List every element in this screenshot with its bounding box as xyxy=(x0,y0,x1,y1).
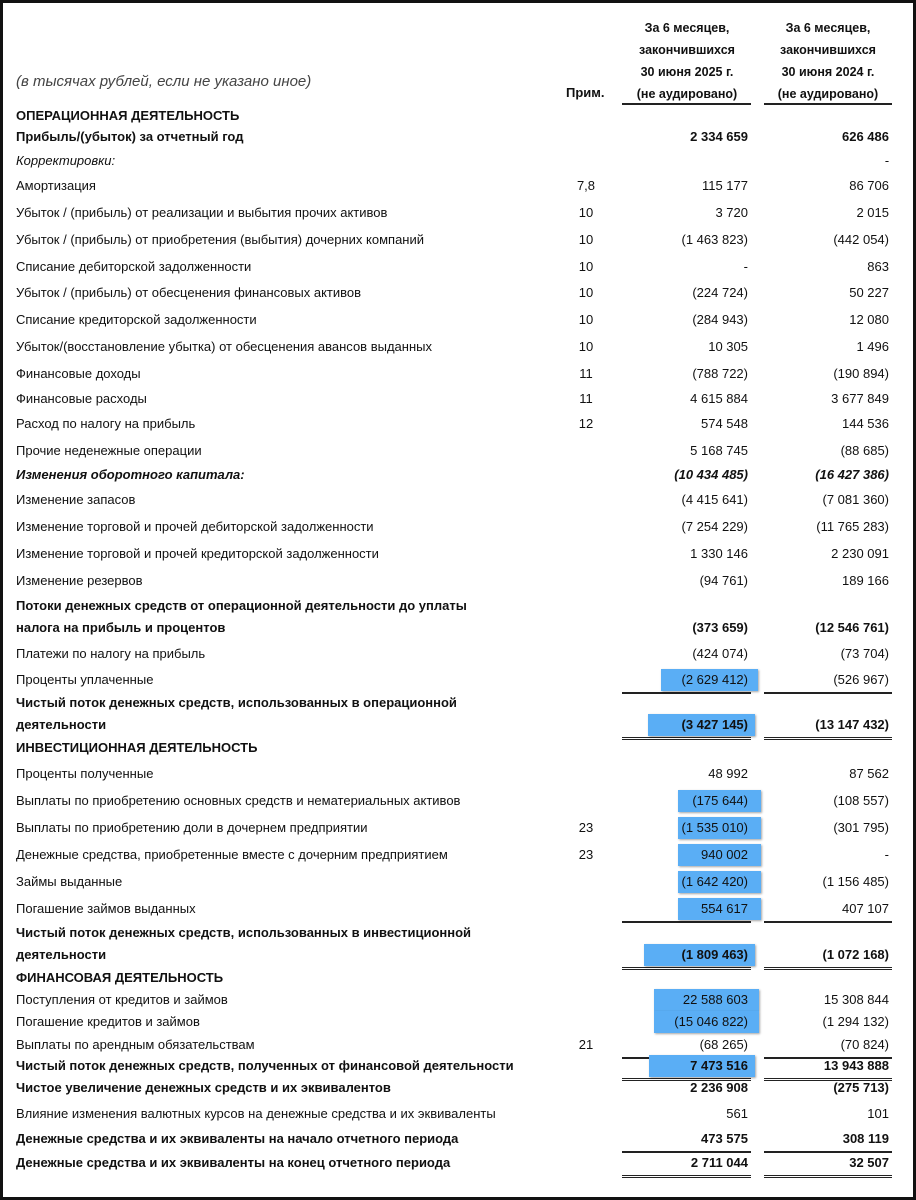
row-label: Денежные средства и их эквиваленты на конец отчетного периода xyxy=(16,1155,451,1170)
value-2025: (224 724) xyxy=(692,285,748,300)
table-row xyxy=(3,871,913,893)
value-2025: 561 xyxy=(726,1106,748,1121)
table-row xyxy=(3,489,913,511)
value-2025: 5 168 745 xyxy=(690,443,748,458)
value-2025: (1 535 010) xyxy=(681,820,748,835)
table-row xyxy=(3,1128,913,1150)
value-2025: (1 809 463) xyxy=(681,947,748,962)
table-row xyxy=(3,844,913,866)
value-2024: 12 080 xyxy=(849,312,889,327)
table-row xyxy=(3,692,913,736)
row-note: 23 xyxy=(578,820,594,835)
value-2024: 144 536 xyxy=(842,416,889,431)
value-2024: 2 015 xyxy=(856,205,889,220)
table-row xyxy=(3,817,913,839)
row-label: Займы выданные xyxy=(16,874,123,889)
table-row xyxy=(3,282,913,304)
table-row xyxy=(3,543,913,565)
value-2025: (4 415 641) xyxy=(681,492,748,507)
value-2025: 574 548 xyxy=(701,416,748,431)
table-row xyxy=(3,790,913,812)
value-2024: (11 765 283) xyxy=(816,519,889,534)
value-2024: 50 227 xyxy=(849,285,889,300)
table-row xyxy=(3,669,913,691)
table-row xyxy=(3,105,913,127)
value-2024: 2 230 091 xyxy=(831,546,889,561)
value-2025: (94 761) xyxy=(699,573,748,588)
row-label: Списание кредиторской задолженности xyxy=(16,312,257,327)
value-2025: (3 427 145) xyxy=(681,717,748,732)
value-2024: 87 562 xyxy=(849,766,889,781)
value-2024: 308 119 xyxy=(842,1131,889,1146)
table-row xyxy=(3,570,913,592)
value-2025: (284 943) xyxy=(692,312,748,327)
row-label: ФИНАНСОВАЯ ДЕЯТЕЛЬНОСТЬ xyxy=(16,970,224,985)
value-2024: (7 081 360) xyxy=(822,492,889,507)
row-label: Проценты полученные xyxy=(16,766,154,781)
note-column-header: Прим. xyxy=(566,85,605,100)
table-row xyxy=(3,363,913,385)
value-2024: (12 546 761) xyxy=(815,620,889,635)
value-2025: (7 254 229) xyxy=(681,519,748,534)
value-2025: 115 177 xyxy=(701,178,748,193)
value-2024: (526 967) xyxy=(833,672,889,687)
col2-line3: 30 июня 2024 г. xyxy=(781,65,875,79)
row-label: Амортизация xyxy=(16,178,96,193)
row-label: Выплаты по приобретению доли в дочернем предприятии xyxy=(16,820,368,835)
row-label: Корректировки: xyxy=(16,153,116,168)
table-row xyxy=(3,440,913,462)
total-rule xyxy=(764,1175,892,1179)
value-2025: 2 236 908 xyxy=(690,1080,748,1095)
row-label: Выплаты по приобретению основных средств и нематериальных активов xyxy=(16,793,461,808)
value-2025: (68 265) xyxy=(699,1037,748,1052)
col1-line1: За 6 месяцев, xyxy=(644,21,730,35)
row-note: 10 xyxy=(578,259,594,274)
value-2024: 3 677 849 xyxy=(831,391,889,406)
col1-line2: закончившихся xyxy=(639,43,735,57)
table-row xyxy=(3,1077,913,1099)
table-row xyxy=(3,922,913,966)
value-2024: 407 107 xyxy=(842,901,889,916)
value-2024: 863 xyxy=(867,259,889,274)
row-note: 11 xyxy=(579,366,593,381)
value-2024: 15 308 844 xyxy=(823,992,889,1007)
row-label: Прочие неденежные операции xyxy=(16,443,202,458)
table-row xyxy=(3,464,913,486)
table-row xyxy=(3,595,913,639)
table-row xyxy=(3,413,913,435)
value-2024: (73 704) xyxy=(840,646,889,661)
value-2024: (275 713) xyxy=(833,1080,889,1095)
table-row xyxy=(3,1152,913,1174)
row-label: Изменение резервов xyxy=(16,573,143,588)
value-2024: (442 054) xyxy=(833,232,889,247)
value-2024: (108 557) xyxy=(833,793,889,808)
row-label: ИНВЕСТИЦИОННАЯ ДЕЯТЕЛЬНОСТЬ xyxy=(16,740,258,755)
row-label-continued: деятельности xyxy=(16,717,107,732)
row-label-continued: налога на прибыль и процентов xyxy=(16,620,226,635)
value-2025: (373 659) xyxy=(692,620,748,635)
value-2024: 1 496 xyxy=(856,339,889,354)
value-2025: (788 722) xyxy=(692,366,748,381)
row-label: Выплаты по арендным обязательствам xyxy=(16,1037,255,1052)
row-note: 10 xyxy=(578,339,594,354)
units-note: (в тысячах рублей, если не указано иное) xyxy=(16,73,312,90)
row-note: 7,8 xyxy=(576,178,596,193)
value-2025: 2 711 044 xyxy=(690,1155,748,1170)
value-2024: (1 294 132) xyxy=(822,1014,889,1029)
row-label: Убыток / (прибыль) от обесценения финансовых активов xyxy=(16,285,362,300)
row-label: Изменение запасов xyxy=(16,492,136,507)
table-row xyxy=(3,967,913,989)
value-2024: 32 507 xyxy=(849,1155,889,1170)
table-row xyxy=(3,202,913,224)
row-label: Потоки денежных средств от операционной деятельности до уплаты xyxy=(16,598,467,613)
value-2024: (1 072 168) xyxy=(822,947,889,962)
value-2024: (1 156 485) xyxy=(822,874,889,889)
row-label: Поступления от кредитов и займов xyxy=(16,992,228,1007)
value-2025: (10 434 485) xyxy=(674,467,748,482)
value-2024: (190 894) xyxy=(833,366,889,381)
row-note: 11 xyxy=(579,391,593,406)
row-note: 23 xyxy=(578,847,594,862)
value-2025: 4 615 884 xyxy=(690,391,748,406)
row-label: Погашение кредитов и займов xyxy=(16,1014,200,1029)
row-label: Денежные средства и их эквиваленты на начало отчетного периода xyxy=(16,1131,459,1146)
row-label: Чистый поток денежных средств, полученных от финансовой деятельности xyxy=(16,1058,514,1073)
value-2024: 626 486 xyxy=(842,129,889,144)
value-2024: 86 706 xyxy=(849,178,889,193)
row-label: Убыток / (прибыль) от приобретения (выбытия) дочерних компаний xyxy=(16,232,425,247)
col2-line1: За 6 месяцев, xyxy=(785,21,871,35)
table-row xyxy=(3,150,913,172)
value-2024: 189 166 xyxy=(842,573,889,588)
row-note: 12 xyxy=(578,416,594,431)
row-label: Чистое увеличение денежных средств и их эквивалентов xyxy=(16,1080,391,1095)
table-row xyxy=(3,737,913,759)
row-label: Убыток / (прибыль) от реализации и выбытия прочих активов xyxy=(16,205,388,220)
row-label: Финансовые доходы xyxy=(16,366,141,381)
table-row xyxy=(3,1034,913,1056)
row-label: Убыток/(восстановление убытка) от обесценения авансов выданных xyxy=(16,339,432,354)
row-label: Списание дебиторской задолженности xyxy=(16,259,252,274)
table-row xyxy=(3,175,913,197)
value-2024: (16 427 386) xyxy=(815,467,889,482)
value-2025: 10 305 xyxy=(708,339,748,354)
value-2025: (175 644) xyxy=(692,793,748,808)
row-label: Проценты уплаченные xyxy=(16,672,154,687)
value-2024: - xyxy=(884,847,889,862)
value-2025: (2 629 412) xyxy=(681,672,748,687)
table-row xyxy=(3,229,913,251)
value-2024: (13 147 432) xyxy=(815,717,889,732)
column-header-2025 xyxy=(622,17,752,105)
value-2025: 3 720 xyxy=(715,205,748,220)
value-2025: (1 463 823) xyxy=(681,232,748,247)
row-label: Денежные средства, приобретенные вместе с дочерним предприятием xyxy=(16,847,448,862)
table-row xyxy=(3,1103,913,1125)
table-row xyxy=(3,989,913,1011)
value-2024: - xyxy=(884,153,889,168)
row-label: Погашение займов выданных xyxy=(16,901,196,916)
value-2025: 22 588 603 xyxy=(682,992,748,1007)
column-header-2024 xyxy=(763,17,893,105)
row-label: Финансовые расходы xyxy=(16,391,147,406)
row-label: ОПЕРАЦИОННАЯ ДЕЯТЕЛЬНОСТЬ xyxy=(16,108,240,123)
table-row xyxy=(3,643,913,665)
col2-line2: закончившихся xyxy=(780,43,876,57)
row-note: 10 xyxy=(578,285,594,300)
value-2025: 940 002 xyxy=(701,847,748,862)
value-2024: (88 685) xyxy=(840,443,889,458)
row-label: Прибыль/(убыток) за отчетный год xyxy=(16,129,244,144)
row-label: Платежи по налогу на прибыль xyxy=(16,646,206,661)
row-label-continued: деятельности xyxy=(16,947,107,962)
value-2024: 13 943 888 xyxy=(823,1058,889,1073)
row-note: 10 xyxy=(578,232,594,247)
table-row xyxy=(3,1011,913,1033)
value-2025: - xyxy=(743,259,748,274)
table-row xyxy=(3,388,913,410)
row-note: 10 xyxy=(578,312,594,327)
value-2025: 1 330 146 xyxy=(690,546,748,561)
table-row xyxy=(3,256,913,278)
total-rule xyxy=(622,1175,751,1179)
col1-line3: 30 июня 2025 г. xyxy=(640,65,734,79)
row-note: 21 xyxy=(578,1037,594,1052)
row-label: Чистый поток денежных средств, использованных в операционной xyxy=(16,695,457,710)
value-2025: 473 575 xyxy=(701,1131,748,1146)
value-2025: 48 992 xyxy=(708,766,748,781)
table-row xyxy=(3,126,913,148)
table-row xyxy=(3,1055,913,1077)
col1-line4: (не аудировано) xyxy=(636,87,738,101)
table-row xyxy=(3,336,913,358)
value-2024: (70 824) xyxy=(840,1037,889,1052)
row-label: Изменение торговой и прочей кредиторской задолженности xyxy=(16,546,379,561)
table-row xyxy=(3,898,913,920)
row-label: Влияние изменения валютных курсов на денежные средства и их эквиваленты xyxy=(16,1106,496,1121)
value-2025: (15 046 822) xyxy=(674,1014,748,1029)
table-row xyxy=(3,516,913,538)
value-2024: (301 795) xyxy=(833,820,889,835)
row-note: 10 xyxy=(578,205,594,220)
table-row xyxy=(3,309,913,331)
value-2025: 2 334 659 xyxy=(690,129,748,144)
col2-line4: (не аудировано) xyxy=(777,87,879,101)
value-2025: (424 074) xyxy=(692,646,748,661)
row-label: Чистый поток денежных средств, использованных в инвестиционной xyxy=(16,925,472,940)
value-2025: (1 642 420) xyxy=(681,874,748,889)
value-2025: 7 473 516 xyxy=(690,1058,748,1073)
value-2024: 101 xyxy=(867,1106,889,1121)
table-row xyxy=(3,763,913,785)
row-label: Изменение торговой и прочей дебиторской задолженности xyxy=(16,519,374,534)
row-label: Изменения оборотного капитала: xyxy=(16,467,245,482)
row-label: Расход по налогу на прибыль xyxy=(16,416,196,431)
value-2025: 554 617 xyxy=(701,901,748,916)
